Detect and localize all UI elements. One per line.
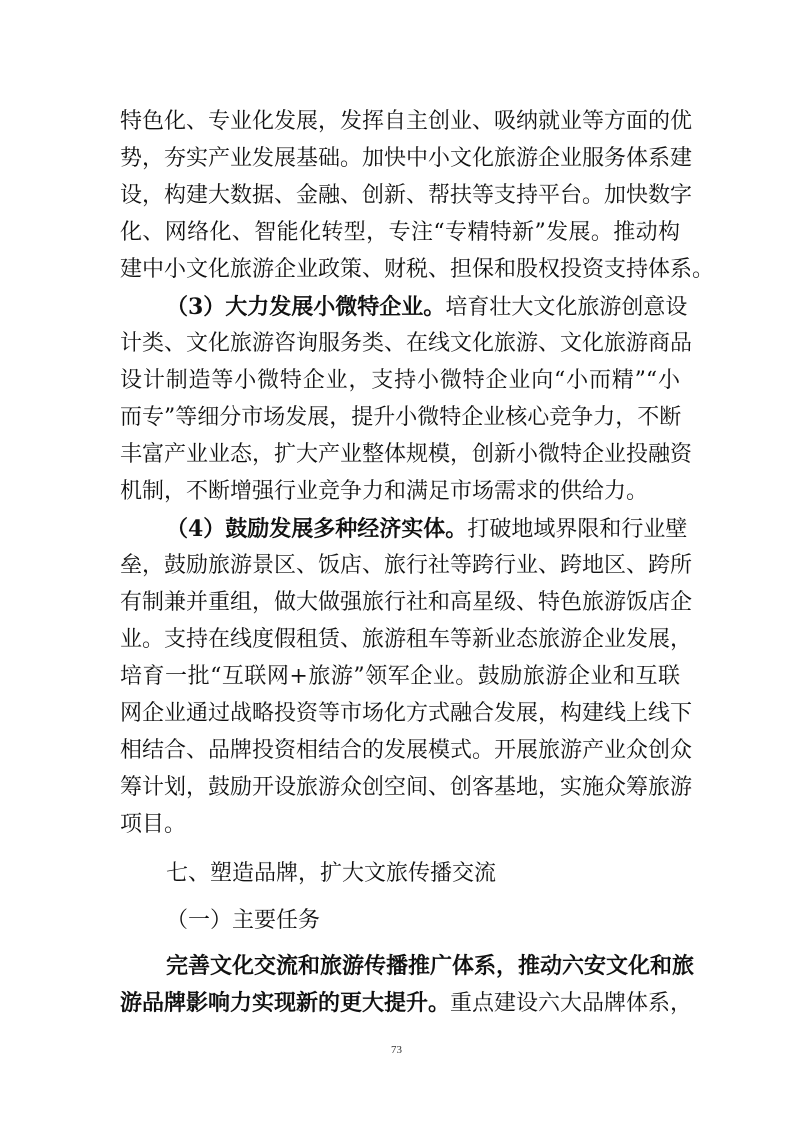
- paragraph-line: 计类、文化旅游咨询服务类、在线文化旅游、文化旅游商品: [120, 331, 693, 356]
- paragraph-line: 筹计划，鼓励开设旅游众创空间、创客基地，实施众筹旅游: [120, 775, 693, 800]
- paragraph-line: 丰富产业业态，扩大产业整体规模，创新小微特企业投融资: [120, 442, 693, 467]
- paragraph-line: 势，夯实产业发展基础。加快中小文化旅游企业服务体系建: [120, 146, 693, 171]
- paragraph-line: 机制，不断增强行业竞争力和满足市场需求的供给力。: [120, 479, 649, 504]
- paragraph-line: 业。支持在线度假租赁、旅游租车等新业态旅游企业发展，: [120, 627, 693, 652]
- paragraph-text: 重点建设六大品牌体系，: [450, 991, 693, 1016]
- page-number: 73: [391, 1044, 402, 1056]
- paragraph-lead: （4）鼓励发展多种经济实体。: [166, 516, 468, 542]
- paragraph-line: 建中小文化旅游企业政策、财税、担保和股权投资支持体系。: [120, 257, 715, 282]
- paragraph-line: 培育一批“互联网+旅游”领军企业。鼓励旅游企业和互联: [120, 664, 680, 689]
- paragraph-first-line: [166, 292, 688, 322]
- sub-heading: （一）主要任务: [166, 908, 321, 933]
- paragraph-bold-line: 完善文化交流和旅游传播推广体系，推动六安文化和旅: [166, 953, 695, 979]
- paragraph-line: 设，构建大数据、金融、创新、帮扶等支持平台。加快数字: [120, 183, 693, 208]
- paragraph-line: 而专”等细分市场发展，提升小微特企业核心竞争力，不断: [120, 405, 682, 430]
- paragraph-first-line: [166, 514, 688, 544]
- section-heading: 七、塑造品牌，扩大文旅传播交流: [166, 861, 497, 886]
- paragraph-text: 打破地域界限和行业壁: [467, 517, 688, 542]
- paragraph-line: 网企业通过战略投资等市场化方式融合发展，构建线上线下: [120, 701, 693, 726]
- paragraph-lead: （3）大力发展小微特企业。: [166, 294, 446, 320]
- paragraph-line: 相结合、品牌投资相结合的发展模式。开展旅游产业众创众: [120, 738, 693, 763]
- paragraph-line: 化、网络化、智能化转型，专注“专精特新”发展。推动构: [120, 220, 680, 245]
- paragraph-line: 有制兼并重组，做大做强旅行社和高星级、特色旅游饭店企: [120, 590, 693, 615]
- paragraph-line: 垒，鼓励旅游景区、饭店、旅行社等跨行业、跨地区、跨所: [120, 553, 693, 578]
- paragraph-line: 特色化、专业化发展，发挥自主创业、吸纳就业等方面的优: [120, 109, 693, 134]
- paragraph-lead: 游品牌影响力实现新的更大提升。: [120, 990, 451, 1016]
- paragraph-text: 培育壮大文化旅游创意设: [445, 295, 688, 320]
- paragraph-line: 项目。: [120, 812, 187, 837]
- paragraph-line: 设计制造等小微特企业，支持小微特企业向“小而精”“小: [120, 368, 680, 393]
- paragraph-first-line: [120, 988, 693, 1018]
